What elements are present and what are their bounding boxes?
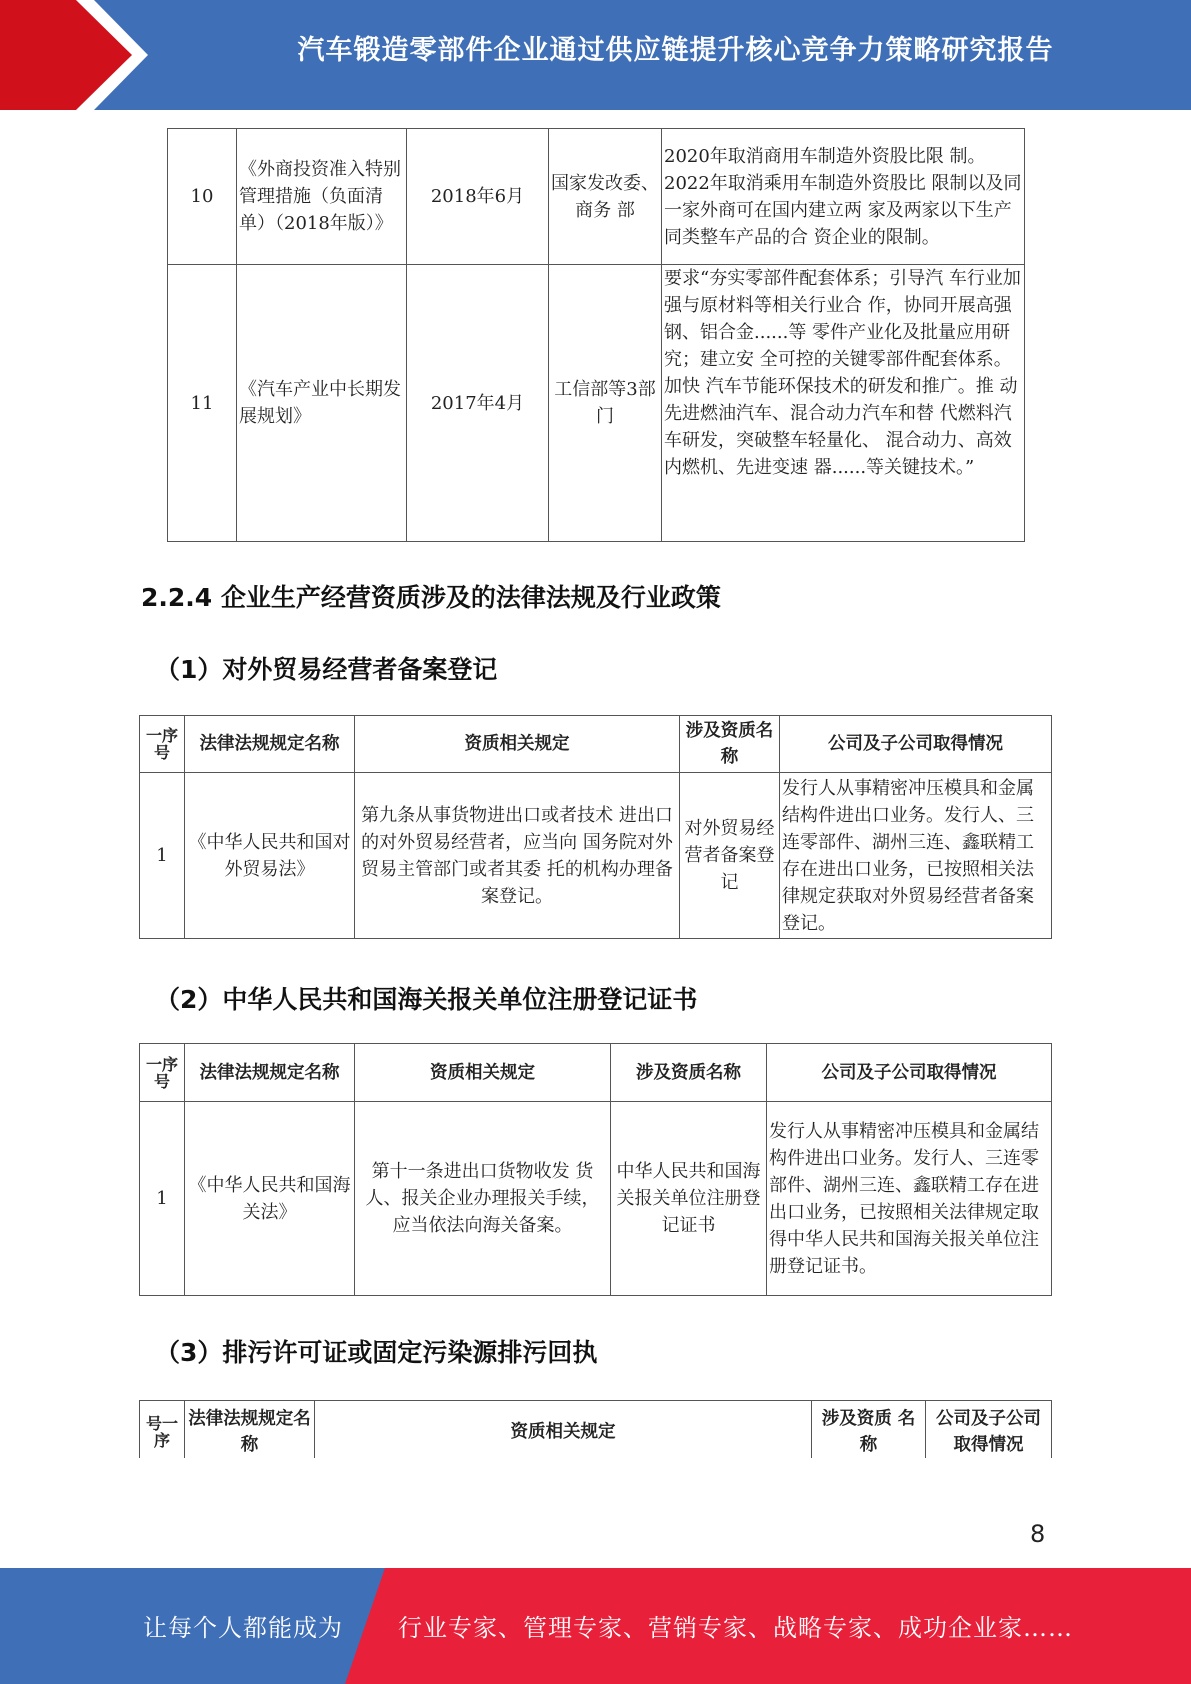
customs-registration-table	[139, 1043, 1052, 1296]
table-header-row	[140, 716, 1052, 773]
footer-slogan-lead: 让每个人都能成为	[143, 1614, 343, 1642]
report-title: 汽车锻造零部件企业通过供应链提升核心竞争力策略研究报告	[297, 35, 1054, 66]
table-header-row	[140, 1401, 1052, 1459]
table-row	[168, 129, 1025, 265]
table-row	[168, 265, 1025, 542]
policy-content: 要求“夯实零部件配套体系；引导汽 车行业加强与原材料等相关行业合 作，协同开展高强钢、铝合金......等 零件产业化及批量应用研究；建立安 全可控的关键零部件配套体系。加快 汽车节能环保技术的研发和推广。推 动先进燃油汽车、混合动力汽车和替 代燃料汽车研发，突破整车轻量化、 混合动力、高效内燃机、先进变速 器......等关键技术。”	[662, 265, 1025, 542]
qualification-rule: 第九条从事货物进出口或者技术 进出口的对外贸易经营者，应当向 国务院对外贸易主管部门或者其委 托的机构办理备案登记。	[355, 773, 680, 939]
company-status: 发行人从事精密冲压模具和金属结构件进出口业务。发行人、三连零部件、湖州三连、鑫联精工存在进出口业务，已按照相关法律规定取得中华人民共和国海关报关单位注册登记证书。	[767, 1102, 1052, 1296]
policy-department: 工信部等3部门	[549, 265, 662, 542]
col-header-status: 公司及子公司取得情况	[767, 1044, 1052, 1102]
col-header-qual: 涉及资质名称	[680, 716, 780, 773]
col-header-qual: 涉及资质 名称	[812, 1401, 926, 1459]
section-heading: 2.2.4 企业生产经营资质涉及的法律法规及行业政策	[141, 583, 721, 612]
col-header-status: 公司及子公司取得情况	[780, 716, 1052, 773]
col-header-rule: 资质相关规定	[355, 1044, 611, 1102]
col-header-status: 公司及子公司取得情况	[926, 1401, 1052, 1459]
policy-department: 国家发改委、商务 部	[549, 129, 662, 265]
header-arrow-decoration	[0, 0, 160, 110]
table-row	[140, 773, 1052, 939]
col-header-qual: 涉及资质名称	[611, 1044, 767, 1102]
policy-name: 《汽车产业中长期发展规划》	[237, 265, 407, 542]
row-number: 11	[168, 265, 237, 542]
subsection-heading-2: （2）中华人民共和国海关报关单位注册登记证书	[155, 985, 698, 1014]
col-header-seq: 号一序	[140, 1401, 185, 1459]
company-status: 发行人从事精密冲压模具和金属结构件进出口业务。发行人、三连零部件、湖州三连、鑫联精工存在进出口业务，已按照相关法律规定获取对外贸易经营者备案登记。	[780, 773, 1052, 939]
row-number: 1	[140, 773, 185, 939]
page-number: 8	[1030, 1520, 1046, 1548]
page-footer	[0, 1568, 1191, 1684]
pollution-permit-table-wrapper	[139, 1400, 1053, 1458]
policy-date: 2017年4月	[407, 265, 549, 542]
table-header-row	[140, 1044, 1052, 1102]
col-header-seq: 一序号	[140, 1044, 185, 1102]
col-header-rule: 资质相关规定	[355, 716, 680, 773]
qualification-name: 中华人民共和国海关报关单位注册登记证书	[611, 1102, 767, 1296]
subsection-heading-1: （1）对外贸易经营者备案登记	[155, 655, 498, 684]
pollution-permit-table	[139, 1400, 1052, 1458]
row-number: 1	[140, 1102, 185, 1296]
law-name: 《中华人民共和国对外贸易法》	[185, 773, 355, 939]
qualification-name: 对外贸易经营者备案登记	[680, 773, 780, 939]
policy-date: 2018年6月	[407, 129, 549, 265]
table-row	[140, 1102, 1052, 1296]
col-header-law: 法律法规规定名称	[185, 1401, 315, 1459]
col-header-law: 法律法规规定名称	[185, 716, 355, 773]
law-name: 《中华人民共和国海关法》	[185, 1102, 355, 1296]
policy-table	[167, 128, 1025, 542]
policy-content: 2020年取消商用车制造外资股比限 制。2022年取消乘用车制造外资股比 限制以及同一家外商可在国内建立两 家及两家以下生产同类整车产品的合 资企业的限制。	[662, 129, 1025, 265]
trade-filing-table	[139, 715, 1052, 939]
col-header-rule: 资质相关规定	[315, 1401, 812, 1459]
page-header	[0, 0, 1191, 110]
col-header-law: 法律法规规定名称	[185, 1044, 355, 1102]
qualification-rule: 第十一条进出口货物收发 货人、报关企业办理报关手续，应当依法向海关备案。	[355, 1102, 611, 1296]
policy-name: 《外商投资准入特别管理措施（负面清单）（2018年版）》	[237, 129, 407, 265]
footer-slogan-roles: 行业专家、管理专家、营销专家、战略专家、成功企业家……	[398, 1614, 1073, 1642]
subsection-heading-3: （3）排污许可证或固定污染源排污回执	[155, 1338, 598, 1367]
col-header-seq: 一序号	[140, 716, 185, 773]
row-number: 10	[168, 129, 237, 265]
